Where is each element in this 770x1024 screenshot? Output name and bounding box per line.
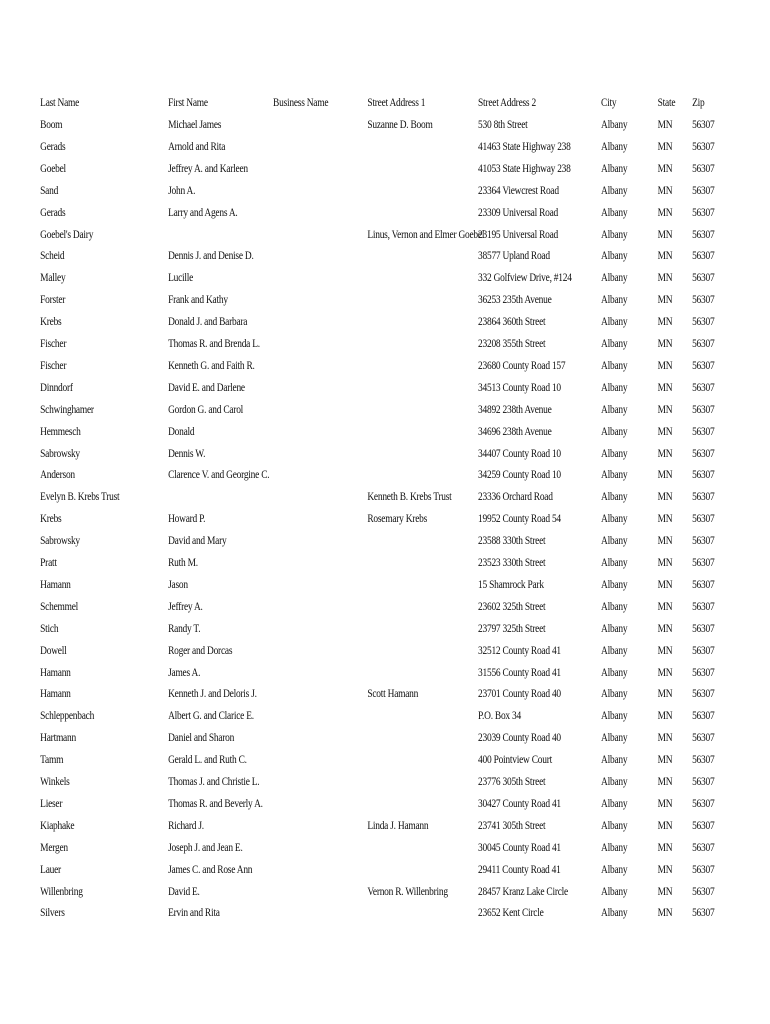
- table-row: [0, 136, 715, 158]
- cell-street-address-2: 19952 County Road 54: [478, 513, 561, 526]
- cell-street-address-1: Vernon R. Willenbring: [367, 885, 448, 898]
- cell-first-name: Jeffrey A. and Karleen: [168, 162, 248, 175]
- cell-zip: 56307: [692, 863, 715, 876]
- cell-last-name: Boom: [40, 119, 63, 131]
- cell-first-name: Gordon G. and Carol: [168, 403, 244, 416]
- cell-last-name: Malley: [40, 272, 66, 285]
- cell-city: Albany: [601, 294, 628, 307]
- cell-state: MN: [657, 403, 673, 416]
- cell-street-address-1: Rosemary Krebs: [367, 513, 428, 526]
- cell-zip: 56307: [692, 228, 715, 241]
- cell-street-address-2: 23680 County Road 157: [478, 359, 566, 372]
- cell-last-name: Sand: [40, 184, 59, 197]
- cell-zip: 56307: [692, 819, 715, 832]
- table-row: [0, 705, 715, 727]
- cell-street-address-2: 34892 238th Avenue: [478, 403, 552, 416]
- cell-state: MN: [657, 688, 673, 701]
- cell-zip: 56307: [692, 622, 715, 635]
- cell-street-address-2: 34259 County Road 10: [478, 469, 561, 482]
- cell-zip: 56307: [692, 797, 715, 810]
- cell-state: MN: [657, 491, 673, 504]
- cell-zip: 56307: [692, 841, 715, 854]
- table-row: [0, 355, 715, 377]
- cell-first-name: James A.: [168, 666, 201, 679]
- table-header-row: [0, 92, 705, 114]
- cell-city: Albany: [601, 644, 628, 657]
- cell-city: Albany: [601, 557, 628, 569]
- table-row: [0, 202, 715, 224]
- cell-city: Albany: [601, 272, 628, 285]
- table-row: [0, 289, 715, 311]
- cell-state: MN: [657, 425, 673, 438]
- cell-city: Albany: [601, 732, 628, 745]
- cell-last-name: Forster: [40, 294, 66, 307]
- cell-street-address-2: 15 Shamrock Park: [478, 578, 544, 591]
- cell-state: MN: [657, 797, 673, 810]
- cell-last-name: Fischer: [40, 338, 67, 350]
- cell-city: Albany: [601, 162, 628, 175]
- cell-first-name: David E.: [168, 885, 200, 898]
- cell-street-address-2: 23741 305th Street: [478, 819, 546, 832]
- table-row: [0, 443, 715, 465]
- cell-last-name: Gerads: [40, 206, 66, 219]
- cell-last-name: Stich: [40, 622, 59, 635]
- cell-city: Albany: [601, 228, 628, 241]
- cell-street-address-2: 23523 330th Street: [478, 557, 546, 569]
- cell-first-name: Larry and Agens A.: [168, 206, 238, 219]
- cell-last-name: Schemmel: [40, 600, 79, 613]
- cell-city: Albany: [601, 688, 628, 701]
- cell-first-name: Ervin and Rita: [168, 907, 220, 920]
- cell-street-address-2: 30427 County Road 41: [478, 797, 561, 810]
- cell-first-name: Clarence V. and Georgine C.: [168, 469, 270, 482]
- cell-first-name: Thomas J. and Christie L.: [168, 776, 260, 788]
- cell-city: Albany: [601, 819, 628, 832]
- cell-state: MN: [657, 666, 673, 679]
- table-row: [0, 662, 715, 684]
- cell-zip: 56307: [692, 403, 715, 416]
- cell-last-name: Scheid: [40, 250, 65, 263]
- cell-city: Albany: [601, 359, 628, 372]
- cell-zip: 56307: [692, 644, 715, 657]
- cell-state: MN: [657, 469, 673, 482]
- cell-street-address-2: 23864 360th Street: [478, 316, 546, 329]
- cell-state: MN: [657, 907, 673, 920]
- cell-zip: 56307: [692, 359, 715, 372]
- cell-first-name: Donald J. and Barbara: [168, 316, 248, 329]
- cell-city: Albany: [601, 184, 628, 197]
- table-row: [0, 224, 715, 246]
- cell-street-address-2: 23039 County Road 40: [478, 732, 561, 745]
- table-row: [0, 552, 715, 574]
- header-street-address-1: Street Address 1: [367, 97, 426, 109]
- cell-zip: 56307: [692, 250, 715, 263]
- table-row: [0, 267, 715, 289]
- cell-zip: 56307: [692, 425, 715, 438]
- cell-last-name: Anderson: [40, 469, 75, 482]
- cell-state: MN: [657, 732, 673, 745]
- cell-city: Albany: [601, 469, 628, 482]
- cell-first-name: Daniel and Sharon: [168, 732, 235, 745]
- cell-first-name: Ruth M.: [168, 557, 198, 569]
- table-row: [0, 596, 715, 618]
- cell-state: MN: [657, 622, 673, 635]
- cell-last-name: Sabrowsky: [40, 535, 80, 548]
- cell-street-address-2: 31556 County Road 41: [478, 666, 561, 679]
- cell-city: Albany: [601, 622, 628, 635]
- cell-zip: 56307: [692, 140, 715, 153]
- cell-street-address-2: 23208 355th Street: [478, 338, 546, 350]
- cell-state: MN: [657, 119, 673, 131]
- cell-state: MN: [657, 140, 673, 153]
- cell-street-address-2: 23602 325th Street: [478, 600, 546, 613]
- cell-last-name: Evelyn B. Krebs Trust: [40, 491, 120, 504]
- cell-last-name: Krebs: [40, 513, 62, 526]
- table-row: [0, 311, 715, 333]
- cell-state: MN: [657, 776, 673, 788]
- cell-zip: 56307: [692, 600, 715, 613]
- table-row: [0, 180, 715, 202]
- cell-last-name: Hamann: [40, 578, 71, 591]
- cell-city: Albany: [601, 797, 628, 810]
- table-row: [0, 837, 715, 859]
- cell-last-name: Hartmann: [40, 732, 76, 745]
- header-business-name: Business Name: [273, 97, 329, 109]
- cell-last-name: Tamm: [40, 754, 64, 767]
- cell-street-address-2: 23588 330th Street: [478, 535, 546, 548]
- table-row: [0, 859, 715, 881]
- cell-state: MN: [657, 228, 673, 241]
- cell-state: MN: [657, 272, 673, 285]
- cell-zip: 56307: [692, 666, 715, 679]
- table-row: [0, 114, 715, 136]
- cell-state: MN: [657, 535, 673, 548]
- cell-state: MN: [657, 184, 673, 197]
- header-zip: Zip: [692, 97, 705, 109]
- cell-state: MN: [657, 513, 673, 526]
- table-row: [0, 640, 715, 662]
- cell-last-name: Sabrowsky: [40, 447, 80, 460]
- cell-zip: 56307: [692, 907, 715, 920]
- cell-first-name: Roger and Dorcas: [168, 644, 233, 657]
- cell-first-name: Dennis W.: [168, 447, 206, 460]
- cell-street-address-2: 38577 Upland Road: [478, 250, 550, 263]
- cell-first-name: James C. and Rose Ann: [168, 863, 253, 876]
- cell-first-name: Richard J.: [168, 819, 204, 832]
- cell-state: MN: [657, 710, 673, 723]
- cell-last-name: Silvers: [40, 907, 65, 920]
- cell-city: Albany: [601, 776, 628, 788]
- cell-street-address-2: 23797 325th Street: [478, 622, 546, 635]
- table-row: [0, 793, 715, 815]
- header-last-name: Last Name: [40, 97, 80, 109]
- table-row: [0, 486, 715, 508]
- cell-zip: 56307: [692, 206, 715, 219]
- cell-city: Albany: [601, 535, 628, 548]
- cell-city: Albany: [601, 403, 628, 416]
- cell-zip: 56307: [692, 316, 715, 329]
- cell-zip: 56307: [692, 491, 715, 504]
- table-row: [0, 815, 715, 837]
- table-row: [0, 749, 715, 771]
- cell-zip: 56307: [692, 754, 715, 767]
- cell-last-name: Gerads: [40, 140, 66, 153]
- cell-street-address-2: 23336 Orchard Road: [478, 491, 553, 504]
- cell-last-name: Dowell: [40, 644, 67, 657]
- cell-last-name: Goebel's Dairy: [40, 228, 94, 241]
- cell-first-name: Jason: [168, 578, 188, 591]
- table-row: [0, 683, 715, 705]
- cell-state: MN: [657, 447, 673, 460]
- cell-state: MN: [657, 885, 673, 898]
- cell-first-name: Albert G. and Clarice E.: [168, 710, 254, 723]
- cell-street-address-2: 23364 Viewcrest Road: [478, 184, 559, 197]
- cell-city: Albany: [601, 119, 628, 131]
- cell-street-address-2: 23652 Kent Circle: [478, 907, 544, 920]
- cell-street-address-2: 34696 238th Avenue: [478, 425, 552, 438]
- cell-last-name: Schleppenbach: [40, 710, 95, 723]
- table-row: [0, 508, 715, 530]
- cell-city: Albany: [601, 666, 628, 679]
- cell-zip: 56307: [692, 710, 715, 723]
- table-row: [0, 245, 715, 267]
- cell-first-name: Frank and Kathy: [168, 294, 228, 307]
- cell-zip: 56307: [692, 557, 715, 569]
- cell-state: MN: [657, 316, 673, 329]
- cell-street-address-2: 28457 Kranz Lake Circle: [478, 885, 568, 898]
- cell-first-name: Howard P.: [168, 513, 206, 526]
- table-row: [0, 464, 715, 486]
- cell-city: Albany: [601, 841, 628, 854]
- cell-state: MN: [657, 338, 673, 350]
- cell-state: MN: [657, 841, 673, 854]
- cell-last-name: Hemmesch: [40, 425, 81, 438]
- cell-first-name: Kenneth J. and Deloris J.: [168, 688, 257, 701]
- cell-city: Albany: [601, 316, 628, 329]
- cell-last-name: Lauer: [40, 863, 61, 876]
- cell-zip: 56307: [692, 381, 715, 394]
- cell-city: Albany: [601, 491, 628, 504]
- cell-street-address-2: P.O. Box 34: [478, 710, 521, 723]
- cell-city: Albany: [601, 425, 628, 438]
- cell-street-address-2: 23195 Universal Road: [478, 228, 558, 241]
- cell-zip: 56307: [692, 688, 715, 701]
- cell-first-name: David E. and Darlene: [168, 381, 245, 394]
- cell-street-address-1: Suzanne D. Boom: [367, 119, 433, 131]
- table-row: [0, 530, 715, 552]
- cell-state: MN: [657, 557, 673, 569]
- cell-zip: 56307: [692, 513, 715, 526]
- cell-first-name: Dennis J. and Denise D.: [168, 250, 254, 263]
- cell-first-name: Randy T.: [168, 622, 201, 635]
- cell-first-name: Michael James: [168, 119, 222, 131]
- cell-street-address-2: 41053 State Highway 238: [478, 162, 571, 175]
- cell-city: Albany: [601, 578, 628, 591]
- cell-zip: 56307: [692, 885, 715, 898]
- cell-zip: 56307: [692, 578, 715, 591]
- cell-state: MN: [657, 206, 673, 219]
- cell-first-name: Kenneth G. and Faith R.: [168, 359, 255, 372]
- cell-city: Albany: [601, 447, 628, 460]
- table-row: [0, 421, 715, 443]
- cell-street-address-2: 530 8th Street: [478, 119, 528, 131]
- cell-first-name: Gerald L. and Ruth C.: [168, 754, 247, 767]
- cell-street-address-2: 23776 305th Street: [478, 776, 546, 788]
- cell-city: Albany: [601, 907, 628, 920]
- cell-state: MN: [657, 819, 673, 832]
- cell-last-name: Mergen: [40, 841, 68, 854]
- table-row: [0, 574, 715, 596]
- cell-state: MN: [657, 381, 673, 394]
- cell-first-name: Thomas R. and Brenda L.: [168, 338, 260, 350]
- cell-street-address-1: Scott Hamann: [367, 688, 419, 701]
- table-row: [0, 333, 715, 355]
- cell-zip: 56307: [692, 338, 715, 350]
- cell-city: Albany: [601, 140, 628, 153]
- table-row: [0, 618, 715, 640]
- cell-last-name: Willenbring: [40, 885, 83, 898]
- cell-city: Albany: [601, 250, 628, 263]
- cell-street-address-2: 36253 235th Avenue: [478, 294, 552, 307]
- cell-zip: 56307: [692, 447, 715, 460]
- cell-city: Albany: [601, 206, 628, 219]
- cell-state: MN: [657, 754, 673, 767]
- header-street-address-2: Street Address 2: [478, 97, 536, 109]
- cell-zip: 56307: [692, 119, 715, 131]
- cell-last-name: Hamann: [40, 666, 71, 679]
- cell-zip: 56307: [692, 776, 715, 788]
- cell-street-address-2: 30045 County Road 41: [478, 841, 561, 854]
- cell-city: Albany: [601, 338, 628, 350]
- cell-last-name: Fischer: [40, 359, 67, 372]
- cell-first-name: Arnold and Rita: [168, 140, 226, 153]
- cell-last-name: Goebel: [40, 162, 66, 175]
- cell-street-address-2: 332 Golfview Drive, #124: [478, 272, 572, 285]
- cell-city: Albany: [601, 754, 628, 767]
- cell-state: MN: [657, 644, 673, 657]
- cell-city: Albany: [601, 885, 628, 898]
- table-row: [0, 902, 715, 924]
- cell-state: MN: [657, 863, 673, 876]
- cell-first-name: David and Mary: [168, 535, 227, 548]
- header-state: State: [657, 97, 676, 109]
- cell-first-name: Joseph J. and Jean E.: [168, 841, 243, 854]
- cell-city: Albany: [601, 600, 628, 613]
- cell-zip: 56307: [692, 184, 715, 197]
- cell-first-name: Jeffrey A.: [168, 600, 203, 613]
- cell-street-address-2: 29411 County Road 41: [478, 863, 561, 876]
- cell-state: MN: [657, 600, 673, 613]
- table-row: [0, 771, 715, 793]
- header-first-name: First Name: [168, 97, 208, 109]
- cell-state: MN: [657, 294, 673, 307]
- header-city: City: [601, 97, 617, 109]
- cell-zip: 56307: [692, 535, 715, 548]
- cell-street-address-1: Linda J. Hamann: [367, 819, 429, 832]
- cell-city: Albany: [601, 513, 628, 526]
- cell-state: MN: [657, 162, 673, 175]
- cell-zip: 56307: [692, 732, 715, 745]
- cell-zip: 56307: [692, 294, 715, 307]
- cell-street-address-2: 23309 Universal Road: [478, 206, 558, 219]
- cell-zip: 56307: [692, 469, 715, 482]
- cell-first-name: Lucille: [168, 272, 194, 285]
- cell-last-name: Pratt: [40, 557, 57, 569]
- cell-first-name: Thomas R. and Beverly A.: [168, 797, 263, 810]
- cell-last-name: Krebs: [40, 316, 62, 329]
- cell-street-address-2: 32512 County Road 41: [478, 644, 561, 657]
- table-row: [0, 881, 715, 903]
- cell-first-name: John A.: [168, 184, 196, 197]
- table-row: [0, 727, 715, 749]
- cell-street-address-2: 34407 County Road 10: [478, 447, 561, 460]
- table-row: [0, 377, 715, 399]
- cell-street-address-2: 23701 County Road 40: [478, 688, 561, 701]
- cell-street-address-1: Kenneth B. Krebs Trust: [367, 491, 452, 504]
- cell-state: MN: [657, 250, 673, 263]
- table-row: [0, 399, 715, 421]
- cell-last-name: Winkels: [40, 776, 70, 788]
- cell-street-address-1: Linus, Vernon and Elmer Goebel: [367, 228, 485, 241]
- table-row: [0, 158, 715, 180]
- cell-last-name: Schwinghamer: [40, 403, 94, 416]
- cell-state: MN: [657, 359, 673, 372]
- cell-last-name: Hamann: [40, 688, 71, 701]
- cell-city: Albany: [601, 863, 628, 876]
- cell-city: Albany: [601, 381, 628, 394]
- cell-street-address-2: 400 Pointview Court: [478, 754, 552, 767]
- cell-state: MN: [657, 578, 673, 591]
- cell-last-name: Dinndorf: [40, 381, 73, 394]
- cell-last-name: Kiaphake: [40, 819, 75, 832]
- cell-first-name: Donald: [168, 425, 195, 438]
- cell-zip: 56307: [692, 272, 715, 285]
- cell-street-address-2: 41463 State Highway 238: [478, 140, 571, 153]
- cell-zip: 56307: [692, 162, 715, 175]
- cell-last-name: Lieser: [40, 797, 63, 810]
- cell-street-address-2: 34513 County Road 10: [478, 381, 561, 394]
- cell-city: Albany: [601, 710, 628, 723]
